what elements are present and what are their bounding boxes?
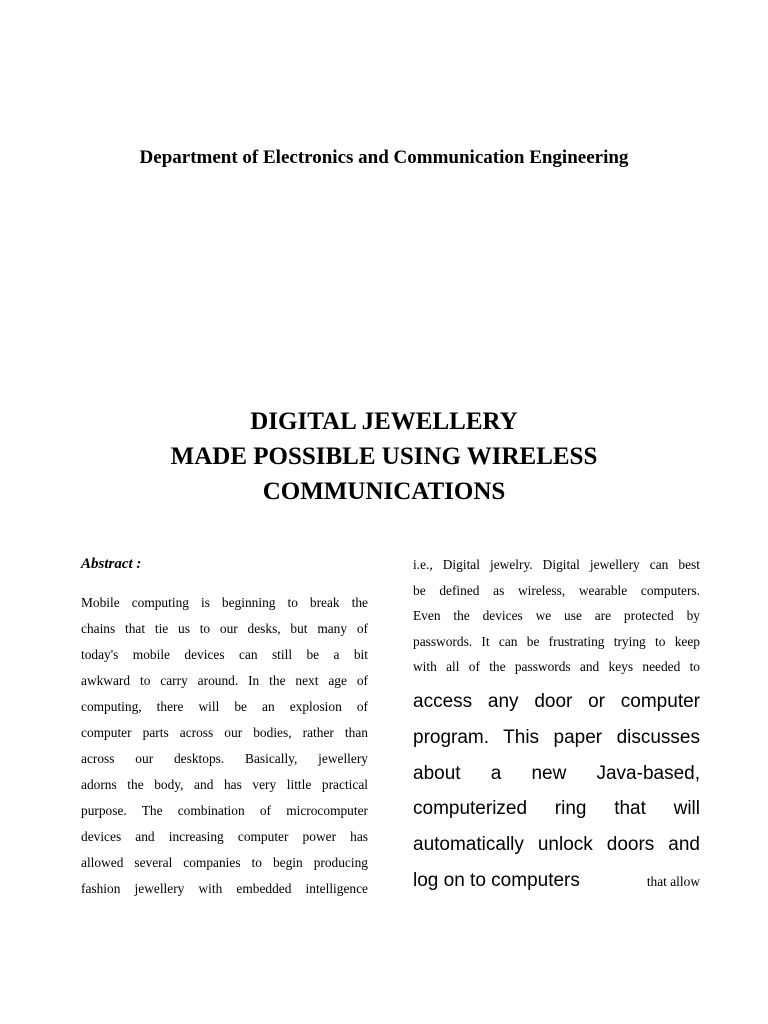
abstract-line: awkward to carry around. In the next age of xyxy=(81,673,368,688)
abstract-line: adorns the body, and has very little practical xyxy=(81,777,368,792)
body-text-large: log on to computers xyxy=(413,869,580,891)
title-line: DIGITAL JEWELLERY xyxy=(250,408,518,435)
body-line: be defined as wireless, wearable computers. xyxy=(413,582,700,598)
abstract-line: computer parts across our bodies, rather than xyxy=(81,725,368,740)
left-column xyxy=(81,552,368,902)
right-column xyxy=(413,552,700,899)
body-line-large: automatically unlock doors and xyxy=(413,834,700,856)
body-line-large: program. This paper discusses xyxy=(413,726,700,748)
abstract-line: devices and increasing computer power has xyxy=(81,829,368,844)
title-line: COMMUNICATIONS xyxy=(262,478,506,505)
title-line: MADE POSSIBLE USING WIRELESS xyxy=(170,443,598,470)
abstract-line: today's mobile devices can still be a bit xyxy=(81,647,368,662)
body-line: passwords. It can be frustrating trying to keep xyxy=(413,633,700,649)
paper-title xyxy=(0,404,768,509)
body-line: i.e., Digital jewelry. Digital jewellery can best xyxy=(413,557,700,572)
body-text-small: that allow xyxy=(646,873,700,889)
abstract-line: across our desktops. Basically, jewellery xyxy=(81,751,368,766)
abstract-line: fashion jewellery with embedded intelligence xyxy=(81,881,368,896)
abstract-line: Mobile computing is beginning to break the xyxy=(81,595,368,610)
body-line: Even the devices we use are protected by xyxy=(413,608,700,624)
abstract-line: purpose. The combination of microcomputer xyxy=(81,803,368,818)
body-line-large: computerized ring that will xyxy=(413,798,700,820)
body-line-large: about a new Java-based, xyxy=(413,762,700,784)
body-line: with all of the passwords and keys needed to xyxy=(413,659,700,675)
body-line-large: access any door or computer xyxy=(413,690,700,712)
abstract-line: computing, there will be an explosion of xyxy=(81,699,368,714)
abstract-line: chains that tie us to our desks, but many of xyxy=(81,621,368,636)
abstract-line: allowed several companies to begin producing xyxy=(81,855,368,870)
abstract-heading: Abstract : xyxy=(81,556,142,572)
department-heading: Department of Electronics and Communication Engineering xyxy=(139,147,629,168)
body-line-mixed xyxy=(413,863,700,899)
